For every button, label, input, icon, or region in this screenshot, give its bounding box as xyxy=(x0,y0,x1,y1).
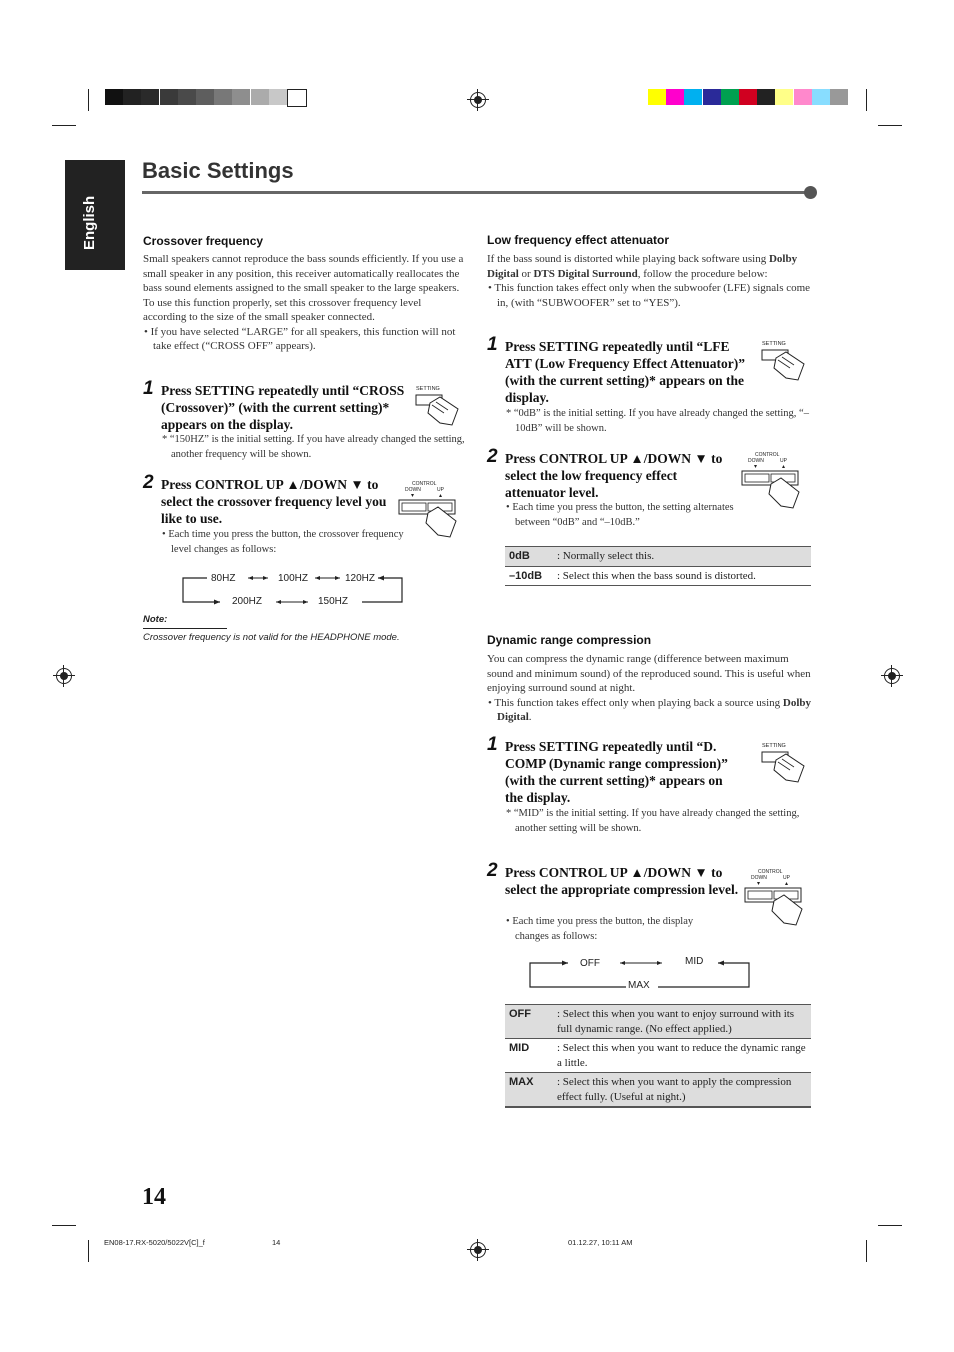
down-illustration-label: DOWN xyxy=(405,487,421,493)
language-tab xyxy=(65,160,125,270)
control-illustration-label: CONTROL xyxy=(758,869,783,875)
drc-bullet-dolby: Dolby Digital xyxy=(497,696,811,723)
registration-mark-icon xyxy=(56,668,72,684)
table-row xyxy=(505,1073,811,1108)
color-swatch xyxy=(721,89,739,105)
page-title: Basic Settings xyxy=(142,158,294,183)
table-key: MID xyxy=(509,1042,530,1054)
table-row xyxy=(505,1039,811,1073)
color-swatch xyxy=(757,89,775,105)
color-swatch xyxy=(160,89,178,105)
lfe-intro-or: or xyxy=(518,267,534,280)
color-swatch xyxy=(739,89,757,105)
registration-mark-icon xyxy=(884,668,900,684)
control-illustration-label: CONTROL xyxy=(412,481,437,487)
up-illustration-label: UP xyxy=(780,458,787,464)
color-swatch xyxy=(269,89,287,105)
lfe-bullet: • This function takes effect only when the subwoofer (LFE) signals come in, (with “SUBWOOFER” set to “YES”). xyxy=(488,282,811,309)
color-swatch xyxy=(684,89,702,105)
lfe-intro-dts: DTS Digital Surround xyxy=(533,267,638,280)
crop-mark xyxy=(866,89,867,111)
lfe-step2-number: 2 xyxy=(487,446,498,467)
drc-bullet-a: This function takes effect only when playing back a source using xyxy=(494,696,783,709)
lfe-table xyxy=(505,546,811,586)
color-swatch xyxy=(830,89,848,105)
title-rule-dot xyxy=(804,186,817,199)
title-rule xyxy=(142,191,810,194)
crossover-step2-note: • Each time you press the button, the crossover frequency level changes as follows: xyxy=(162,529,404,555)
crossover-step2-number: 2 xyxy=(143,472,154,493)
setting-button-illustration xyxy=(756,338,808,384)
lfe-intro xyxy=(487,252,812,310)
lfe-step2-note: • Each time you press the button, the setting alternates between “0dB” and “–10dB.” xyxy=(506,502,734,528)
table-row xyxy=(505,566,811,586)
lfe-step2-text: Press CONTROL UP ▲/DOWN ▼ to select the low frequency effect attenuator level. xyxy=(505,451,723,500)
down-illustration-label: DOWN xyxy=(751,875,767,881)
lfe-step1-number: 1 xyxy=(487,334,498,355)
control-button-illustration xyxy=(741,450,803,512)
color-swatch xyxy=(775,89,793,105)
table-key: –10dB xyxy=(509,569,543,582)
footer-file: EN08-17.RX-5020/5022V[C]_f xyxy=(104,1238,205,1247)
drc-bullet-c: . xyxy=(528,711,532,723)
flow-150hz: 150HZ xyxy=(318,596,349,607)
crop-mark xyxy=(88,1240,89,1262)
crop-mark xyxy=(878,1225,902,1226)
setting-illustration-label: SETTING xyxy=(762,341,786,347)
color-swatch xyxy=(287,89,307,107)
table-desc: : Select this when you want to enjoy surround with its full dynamic range. (No effect applied.) xyxy=(557,1008,795,1035)
table-key: 0dB xyxy=(509,550,530,562)
lfe-step1-note: * “0dB” is the initial setting. If you have already changed the setting, “–10dB” will be shown. xyxy=(506,408,809,434)
flow-100hz: 100HZ xyxy=(278,573,309,584)
control-illustration-label: CONTROL xyxy=(755,452,780,458)
crop-mark xyxy=(866,1240,867,1262)
crossover-intro-text-2: To use this function properly, set this crossover frequency level according to the size of the small speaker connected. xyxy=(143,296,422,323)
up-illustration-label: UP xyxy=(437,487,444,493)
flow-off: OFF xyxy=(580,958,600,969)
color-swatch xyxy=(794,89,812,105)
setting-button-illustration xyxy=(410,383,462,429)
lfe-bullet-text: This function takes effect only when the subwoofer (LFE) signals come in, (with “SUBWOOFER” set to “YES”). xyxy=(494,282,811,309)
crossover-step2-text: Press CONTROL UP ▲/DOWN ▼ to select the crossover frequency level you like to use. xyxy=(161,477,387,526)
table-key: OFF xyxy=(509,1008,531,1020)
language-label: English xyxy=(81,195,98,250)
crossover-bullet: • If you have selected “LARGE” for all speakers, this function will not take effect (“CROSS OFF” appears). xyxy=(144,325,456,352)
drc-bullet: • This function takes effect only when playing back a source using Dolby Digital. xyxy=(488,696,811,723)
drc-intro xyxy=(487,652,812,725)
setting-illustration-label: SETTING xyxy=(762,743,786,749)
lfe-intro-dolby: Dolby Digital xyxy=(487,253,798,280)
flow-80hz: 80HZ xyxy=(211,573,236,584)
control-button-illustration xyxy=(398,479,460,541)
crop-mark xyxy=(88,89,89,111)
color-swatch xyxy=(214,89,232,105)
down-illustration-label: DOWN xyxy=(748,458,764,464)
drc-step1-note: * “MID” is the initial setting. If you have already changed the setting, another setting will be shown. xyxy=(506,808,800,834)
lfe-intro-text xyxy=(487,252,812,281)
lfe-intro-c: , follow the procedure below: xyxy=(637,267,768,280)
color-swatch xyxy=(196,89,214,105)
color-swatch xyxy=(648,89,666,105)
color-swatch xyxy=(141,89,159,105)
drc-intro-text: You can compress the dynamic range (difference between maximum sound and minimum sound) of the reproduced sound. This is useful when enjoying surround sound at night. xyxy=(487,653,811,694)
flow-200hz: 200HZ xyxy=(232,596,263,607)
drc-step2-note-text: Each time you press the button, the display changes as follows: xyxy=(512,916,694,942)
flow-120hz: 120HZ xyxy=(345,573,376,584)
drc-step2-note: • Each time you press the button, the display changes as follows: xyxy=(506,916,694,942)
drc-table xyxy=(505,1004,811,1108)
table-desc: : Select this when you want to apply the compression effect fully. (Useful at night.) xyxy=(557,1076,792,1103)
crossover-step2-note-text: Each time you press the button, the crossover frequency level changes as follows: xyxy=(168,529,404,555)
setting-button-illustration xyxy=(756,740,808,786)
color-swatch xyxy=(703,89,721,105)
table-key: MAX xyxy=(509,1076,534,1088)
color-swatch xyxy=(123,89,141,105)
color-swatch xyxy=(812,89,830,105)
up-illustration-label: UP xyxy=(783,875,790,881)
drc-heading: Dynamic range compression xyxy=(487,633,652,647)
control-button-illustration xyxy=(744,867,806,929)
drc-step1-number: 1 xyxy=(487,734,498,755)
color-swatch xyxy=(666,89,684,105)
crop-mark xyxy=(878,125,902,126)
page-number: 14 xyxy=(142,1184,166,1210)
drc-step2-number: 2 xyxy=(487,860,498,881)
drc-step1-text: Press SETTING repeatedly until “D. COMP (Dynamic range compression)” (with the current setting)* appears on the display. xyxy=(505,739,728,805)
crossover-intro xyxy=(143,252,465,354)
registration-mark-icon xyxy=(470,1242,486,1258)
crossover-step1-text: Press SETTING repeatedly until “CROSS (Crossover)” (with the current setting)* appears on the display. xyxy=(161,383,405,432)
lfe-heading: Low frequency effect attenuator xyxy=(487,233,670,247)
note-label: Note: xyxy=(143,614,168,625)
table-row xyxy=(505,547,811,567)
flow-mid: MID xyxy=(685,956,704,967)
crossover-heading: Crossover frequency xyxy=(143,234,264,248)
footer-page: 14 xyxy=(272,1238,281,1247)
crossover-step1-number: 1 xyxy=(143,378,154,399)
crop-mark xyxy=(52,1225,76,1226)
lfe-step2-note-text: Each time you press the button, the setting alternates between “0dB” and “–10dB.” xyxy=(512,502,734,528)
color-swatch xyxy=(251,89,269,105)
crossover-intro-text: Small speakers cannot reproduce the bass sounds efficiently. If you use a small speaker in any position, this receiver automatically reallocates the bass sound elements assigned to the small speaker to the large speakers. xyxy=(143,253,464,294)
table-desc: : Normally select this. xyxy=(557,550,655,562)
crossover-bullet-text: If you have selected “LARGE” for all speakers, this function will not take effect (“CROSS OFF” appears). xyxy=(150,325,456,352)
footer-timestamp: 01.12.27, 10:11 AM xyxy=(568,1238,633,1247)
registration-mark-icon xyxy=(470,92,486,108)
flow-max: MAX xyxy=(628,980,650,991)
table-row xyxy=(505,1005,811,1039)
color-swatch xyxy=(178,89,196,105)
note-text: Crossover frequency is not valid for the HEADPHONE mode. xyxy=(143,632,400,643)
drc-step2-text: Press CONTROL UP ▲/DOWN ▼ to select the appropriate compression level. xyxy=(505,865,739,897)
setting-illustration-label: SETTING xyxy=(416,386,440,392)
crop-mark xyxy=(52,125,76,126)
table-desc: : Select this when you want to reduce the dynamic range a little. xyxy=(557,1042,806,1069)
lfe-intro-a: If the bass sound is distorted while playing back software using xyxy=(487,253,769,265)
table-desc: : Select this when the bass sound is distorted. xyxy=(557,569,756,582)
crossover-step1-note: * “150HZ” is the initial setting. If you have already changed the setting, another frequency will be shown. xyxy=(162,434,465,460)
lfe-step1-text: Press SETTING repeatedly until “LFE ATT (Low Frequency Effect Attenuator)” (with the current setting)* appears on the display. xyxy=(505,339,745,405)
color-swatch xyxy=(105,89,123,105)
note-rule xyxy=(143,628,227,629)
color-swatch xyxy=(232,89,250,105)
